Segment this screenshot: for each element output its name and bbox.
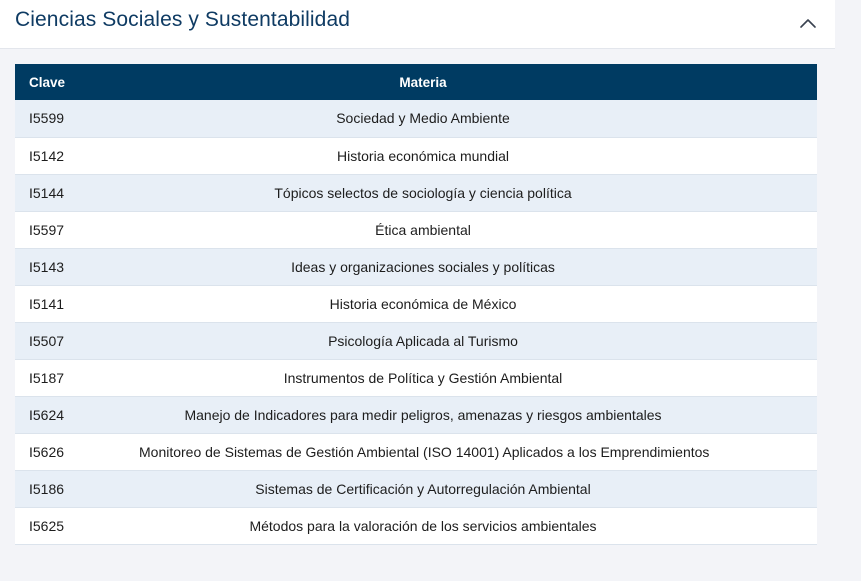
cell-clave: I5599 bbox=[29, 110, 65, 127]
cell-materia: Psicología Aplicada al Turismo bbox=[328, 332, 518, 349]
cell-materia: Métodos para la valoración de los servicios ambientales bbox=[249, 517, 597, 534]
cell-clave: I5144 bbox=[29, 184, 65, 201]
table-row bbox=[15, 359, 817, 396]
table-row bbox=[15, 137, 817, 174]
cell-clave: I5624 bbox=[29, 406, 65, 423]
courses-table bbox=[15, 64, 817, 545]
accordion-header[interactable] bbox=[0, 0, 835, 49]
cell-clave: I5141 bbox=[29, 295, 65, 312]
collapse-button[interactable] bbox=[795, 12, 821, 34]
cell-materia: Tópicos selectos de sociología y ciencia política bbox=[274, 184, 572, 201]
chevron-up-icon bbox=[795, 12, 821, 34]
cell-clave: I5597 bbox=[29, 221, 65, 238]
table-row bbox=[15, 248, 817, 285]
cell-clave: I5507 bbox=[29, 332, 65, 349]
table-row bbox=[15, 322, 817, 359]
section-title: Ciencias Sociales y Sustentabilidad bbox=[15, 8, 351, 31]
table-row bbox=[15, 507, 817, 544]
table-row bbox=[15, 433, 817, 470]
table-row bbox=[15, 470, 817, 507]
table-row bbox=[15, 174, 817, 211]
table-row bbox=[15, 396, 817, 433]
table-row bbox=[15, 285, 817, 322]
table-row bbox=[15, 100, 817, 137]
column-header-clave: Clave bbox=[29, 74, 66, 90]
table-header-row bbox=[15, 64, 817, 100]
cell-materia: Ideas y organizaciones sociales y políticas bbox=[291, 258, 555, 275]
cell-materia: Historia económica de México bbox=[329, 295, 517, 312]
cell-materia: Sistemas de Certificación y Autorregulación Ambiental bbox=[255, 480, 591, 497]
column-header-materia: Materia bbox=[399, 74, 447, 90]
cell-clave: I5143 bbox=[29, 258, 65, 275]
cell-clave: I5142 bbox=[29, 147, 65, 164]
cell-materia: Ética ambiental bbox=[375, 221, 471, 238]
cell-materia: Instrumentos de Política y Gestión Ambiental bbox=[283, 369, 563, 386]
cell-materia: Sociedad y Medio Ambiente bbox=[336, 110, 510, 127]
cell-materia: Manejo de Indicadores para medir peligros, amenazas y riesgos ambientales bbox=[184, 406, 662, 423]
cell-clave: I5187 bbox=[29, 369, 65, 386]
cell-clave: I5186 bbox=[29, 480, 65, 497]
courses-table-container bbox=[15, 64, 817, 545]
cell-clave: I5625 bbox=[29, 517, 65, 534]
cell-clave: I5626 bbox=[29, 443, 65, 460]
cell-materia: Monitoreo de Sistemas de Gestión Ambiental (ISO 14001) Aplicados a los Emprendimientos bbox=[139, 443, 710, 460]
table-row bbox=[15, 211, 817, 248]
cell-materia: Historia económica mundial bbox=[337, 147, 509, 164]
